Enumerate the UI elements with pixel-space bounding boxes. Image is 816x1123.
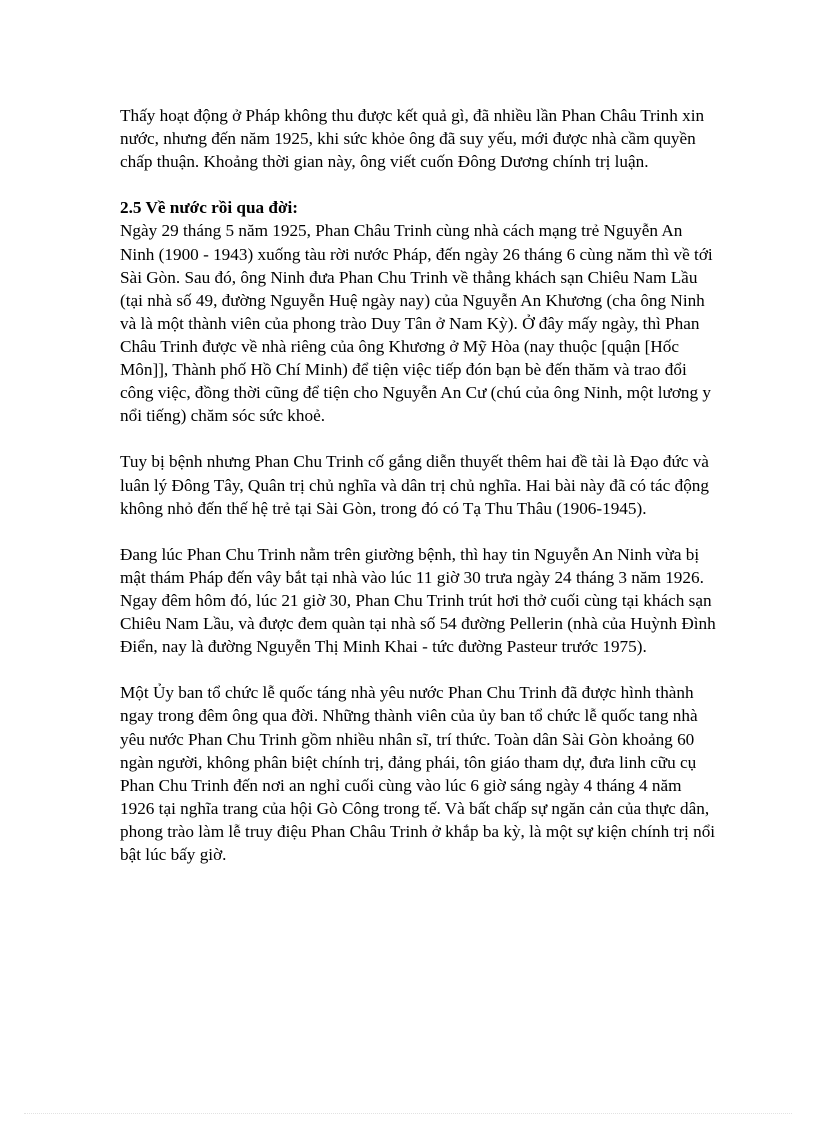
paragraph-return-request: Thấy hoạt động ở Pháp không thu được kết quả gì, đã nhiều lần Phan Châu Trinh xin nước, nhưng đến năm 1925, khi sức khỏe ông đã suy yếu, mới được nhà cầm quyền chấp thuận. Khoảng thời gian này, ông viết cuốn Đông Dương chính trị luận. (120, 106, 705, 172)
document-body (120, 104, 720, 889)
page-bottom-divider (24, 1113, 792, 1114)
paragraph-return-saigon: Ngày 29 tháng 5 năm 1925, Phan Châu Trinh cùng nhà cách mạng trẻ Nguyễn An Ninh (1900 - 1943) xuống tàu rời nước Pháp, đến ngày 26 tháng 6 cùng năm thì về tới Sài Gòn. Sau đó, ông Ninh đưa Phan Chu Trinh về thẳng khách sạn Chiêu Nam Lầu (tại nhà số 49, đường Nguyễn Huệ ngày nay) của Nguyễn An Khương (cha ông Ninh và là một thành viên của phong trào Duy Tân ở Nam Kỳ). Ở đây mấy ngày, thì Phan Châu Trinh được về nhà riêng của ông Khương ở Mỹ Hòa (nay thuộc [quận [Hốc Môn]], Thành phố Hồ Chí Minh) để tiện việc tiếp đón bạn bè đến thăm và trao đổi công việc, đồng thời cũng để tiện cho Nguyễn An Cư (chú của ông Ninh, một lương y nổi tiếng) chăm sóc sức khoẻ. (120, 221, 713, 426)
paragraph-death: Đang lúc Phan Chu Trinh nằm trên giường bệnh, thì hay tin Nguyễn An Ninh vừa bị mật thám Pháp đến vây bắt tại nhà vào lúc 11 giờ 30 trưa ngày 24 tháng 3 năm 1926. Ngay đêm hôm đó, lúc 21 giờ 30, Phan Chu Trinh trút hơi thở cuối cùng tại khách sạn Chiêu Nam Lầu, và được đem quàn tại nhà số 54 đường Pellerin (nhà của Huỳnh Đình Điển, nay là đường Nguyễn Thị Minh Khai - tức đường Pasteur trước 1975). (120, 544, 716, 657)
section-heading: 2.5 Về nước rồi qua đời: (120, 198, 299, 218)
paragraph-lectures: Tuy bị bệnh nhưng Phan Chu Trinh cố gắng diễn thuyết thêm hai đề tài là Đạo đức và luân lý Đông Tây, Quân trị chủ nghĩa và dân trị chủ nghĩa. Hai bài này đã có tác động không nhỏ đến thế hệ trẻ tại Sài Gòn, trong đó có Tạ Thu Thâu (1906-1945). (120, 452, 709, 518)
paragraph-funeral: Một Ủy ban tổ chức lễ quốc táng nhà yêu nước Phan Chu Trinh đã được hình thành ngay trong đêm ông qua đời. Những thành viên của ủy ban tổ chức lễ quốc tang nhà yêu nước Phan Chu Trinh gồm nhiều nhân sĩ, trí thức. Toàn dân Sài Gòn khoảng 60 ngàn người, không phân biệt chính trị, đảng phái, tôn giáo tham dự, đưa linh cữu cụ Phan Chu Trinh đến nơi an nghỉ cuối cùng vào lúc 6 giờ sáng ngày 4 tháng 4 năm 1926 tại nghĩa trang của hội Gò Công trong tế. Và bất chấp sự ngăn cản của thực dân, phong trào làm lễ truy điệu Phan Châu Trinh ở khắp ba kỳ, là một sự kiện chính trị nổi bật lúc bấy giờ. (120, 683, 716, 864)
